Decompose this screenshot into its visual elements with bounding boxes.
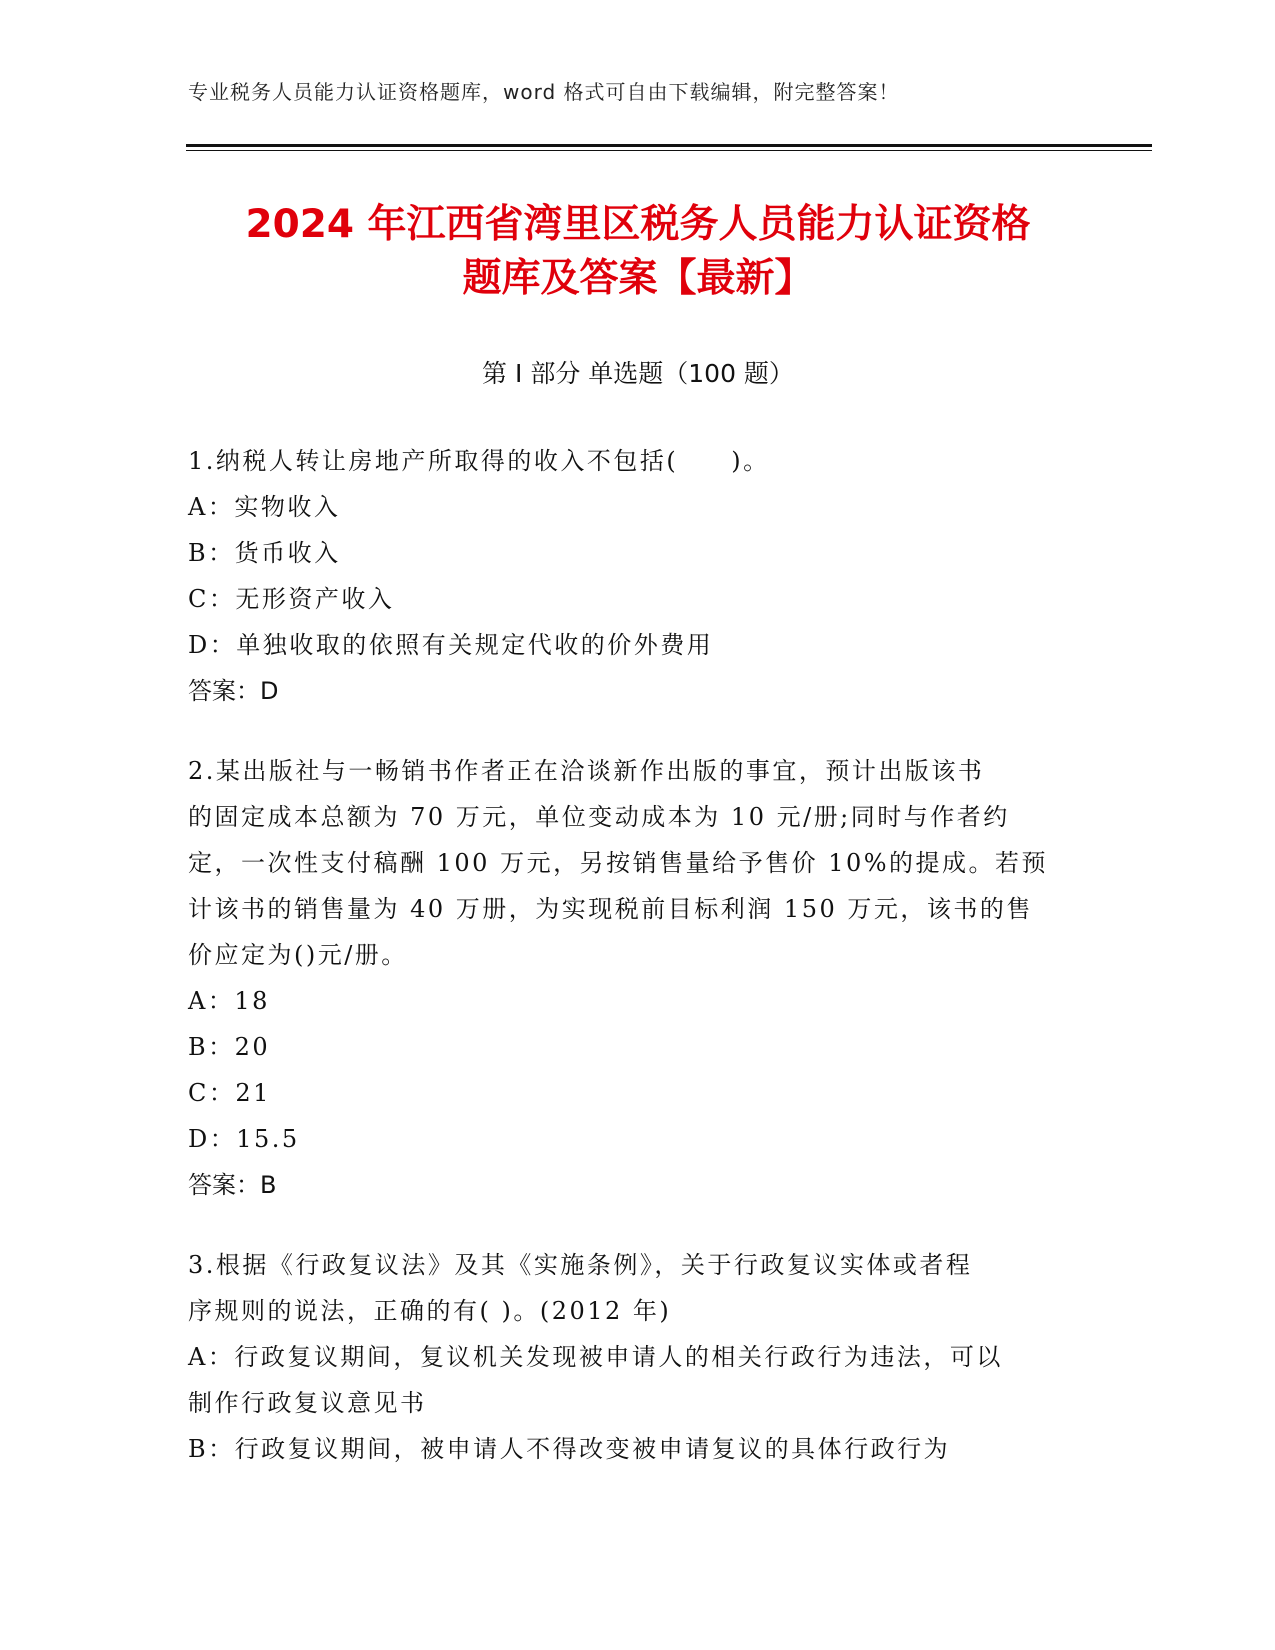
header-rule-thick: [186, 144, 1152, 147]
option-d: D：单独收取的依照有关规定代收的价外费用: [188, 631, 714, 659]
option-d: D：15.5: [188, 1125, 300, 1153]
answer-line: 答案：D: [188, 677, 279, 705]
question-list: [188, 438, 1088, 1506]
question-stem-line: 3.根据《行政复议法》及其《实施条例》，关于行政复议实体或者程: [188, 1251, 973, 1279]
option-b: B：货币收入: [188, 539, 341, 567]
title-line-2: 题库及答案【最新】: [462, 256, 814, 301]
option-a: A：实物收入: [188, 493, 341, 521]
option-a: A：行政复议期间，复议机关发现被申请人的相关行政行为违法，可以: [188, 1343, 1003, 1371]
question-stem-line: 的固定成本总额为 70 万元，单位变动成本为 10 元/册;同时与作者约: [188, 803, 1010, 831]
header-note: 专业税务人员能力认证资格题库，word 格式可自由下载编辑，附完整答案！: [188, 80, 900, 104]
question-3: [188, 1242, 1088, 1472]
question-stem-line: 2.某出版社与一畅销书作者正在洽谈新作出版的事宜，预计出版该书: [188, 757, 985, 785]
option-b: B：20: [188, 1033, 271, 1061]
question-stem-line: 计该书的销售量为 40 万册，为实现税前目标利润 150 万元，该书的售: [188, 895, 1033, 923]
section-title: 第 I 部分 单选题（100 题）: [482, 359, 794, 388]
answer-line: 答案：B: [188, 1171, 277, 1199]
question-2: [188, 748, 1088, 1208]
document-title: [180, 198, 1096, 306]
question-stem-line: 价应定为()元/册。: [188, 941, 408, 969]
question-stem-line: 1.纳税人转让房地产所取得的收入不包括( )。: [188, 447, 770, 475]
title-line-1: 2024 年江西省湾里区税务人员能力认证资格: [245, 202, 1031, 247]
question-1: [188, 438, 1088, 714]
question-stem-line: 定，一次性支付稿酬 100 万元，另按销售量给予售价 10%的提成。若预: [188, 849, 1049, 877]
option-a-continued: 制作行政复议意见书: [188, 1389, 427, 1417]
option-c: C：无形资产收入: [188, 585, 395, 613]
question-stem-line: 序规则的说法，正确的有( )。(2012 年): [188, 1297, 672, 1325]
option-c: C：21: [188, 1079, 271, 1107]
option-b: B：行政复议期间，被申请人不得改变被申请复议的具体行政行为: [188, 1435, 951, 1463]
option-a: A：18: [188, 987, 270, 1015]
header-rule-thin: [186, 150, 1152, 151]
